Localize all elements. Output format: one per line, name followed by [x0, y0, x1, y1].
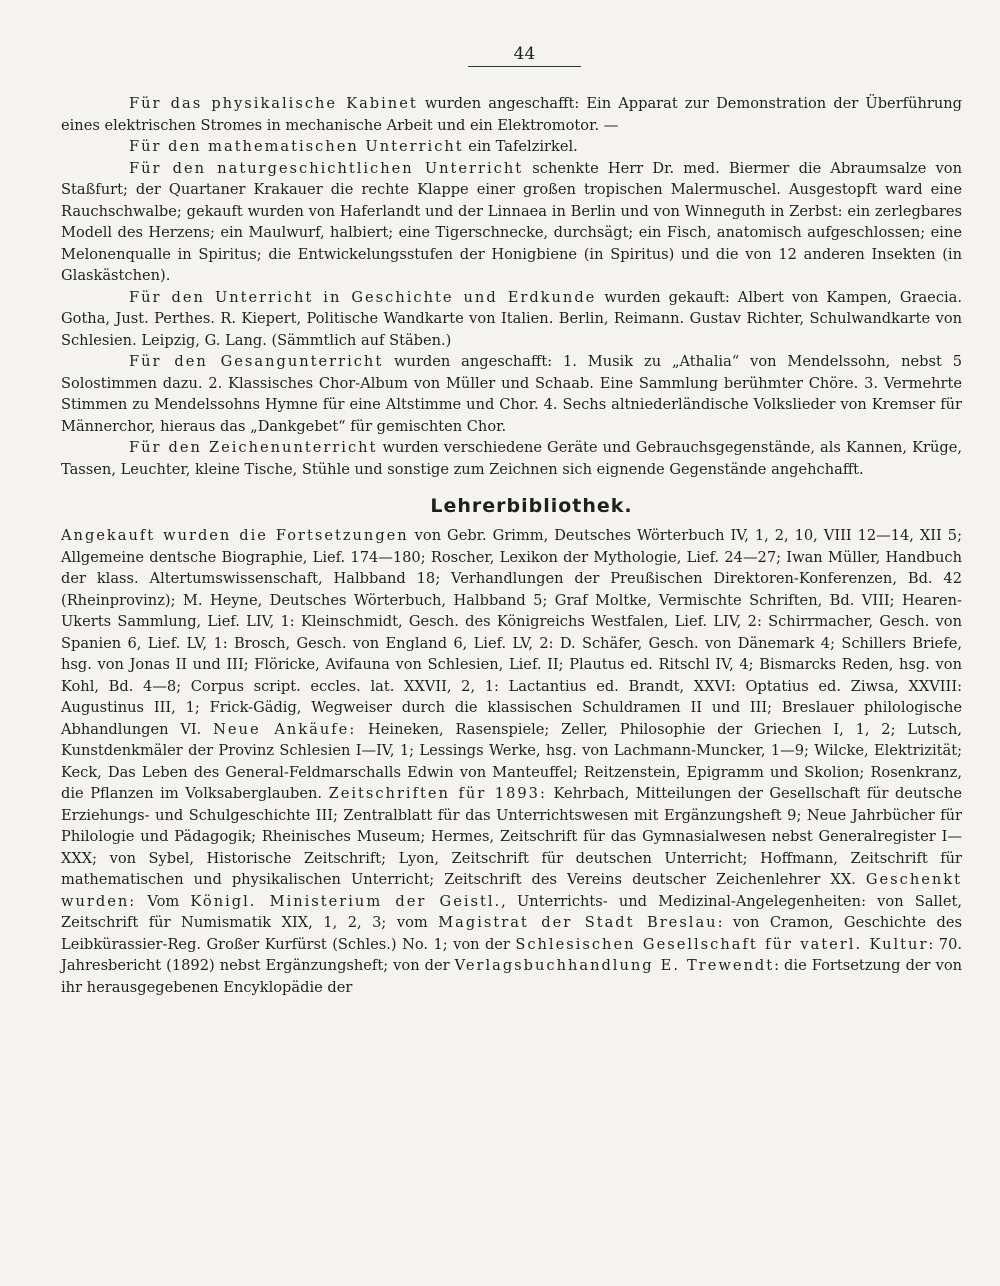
paragraph-label: Für den Zeichenunterricht [129, 439, 378, 456]
paragraph-label: Für den mathematischen Unterricht [129, 138, 464, 155]
paragraph-text: wurden angeschafft: 1. Musik zu „Athalia“ von Mendelssohn, nebst 5 Solostimmen dazu. 2. Klassisches Chor-Album von Müller und Schaab. Eine Sammlung berühmter Chöre. 3. Vermehrte Stimmen zu Mendelssohns Hymne für eine Altstimme und Chor. 4. Sechs altniederländische Volkslieder von Kremser für Männerchor, hieraus das „Dankgebet“ für gemischten Chor. [61, 353, 962, 435]
paragraph-natural-history [61, 158, 962, 287]
library-label-purchased: Angekauft wurden die Fortsetzungen [61, 527, 409, 544]
library-donor-magistrate: Magistrat der Stadt Breslau [438, 914, 718, 931]
library-text: von Gebr. Grimm, Deutsches Wörterbuch IV, 1, 2, 10, VIII 12—14, XII 5; Allgemeine dentsche Biographie, Lief. 174—180; Roscher, Lexikon der Mythologie, Lief. 24—27; Iwan Müller, Handbuch der klass. Altertumswissenschaft, Halbband 18; Verhandlungen der Preußischen Direktoren-Konferenzen, Bd. 42 (Rheinprovinz); M. Heyne, Deutsches Wörterbuch, Halbband 5; Graf Moltke, Vermischte Schriften, Bd. VIII; Hearen-Ukerts Sammlung, Lief. LIV, 1: Kleinschmidt, Gesch. des Königreichs Westfalen, Lief. LIV, 2: Schirrmacher, Gesch. von Spanien 6, Lief. LV, 1: Brosch, Gesch. von England 6, Lief. LV, 2: D. Schäfer, Gesch. von Dänemark 4; Schillers Briefe, hsg. von Jonas II und III; Flöricke, Avifauna von Schlesien, Lief. II; Plautus ed. Ritschl IV, 4; Bismarcks Reden, hsg. von Kohl, Bd. 4—8; Corpus script. eccles. lat. XXVII, 2, 1: Lactantius ed. Brandt, XXVI: Optatius ed. Ziwsa, XXVIII: Augustinus III, 1; Frick-Gädig, Wegweiser durch die klassischen Schuldramen II und III; Breslauer philologische Abhandlungen VI. [61, 527, 962, 738]
paragraph-singing [61, 351, 962, 437]
library-text: Vom [136, 892, 191, 910]
library-text: Kehrbach, Mitteilungen der Gesellschaft für deutsche Erziehungs- und Schulgeschichte III; Zentralblatt für das Unterrichtswesen mit Ergänzungsheft 9; Neue Jahrbücher für Philologie und Pädagogik; Rheinisches Museum; Hermes, Zeitschrift für das Gymnasialwesen nebst Generalregister I—XXX; von Sybel, Historische Zeitschrift; Lyon, Zeitschrift für deutschen Unterricht; Hoffmann, Zeitschrift für mathematischen und physikalischen Unterricht; Zeitschrift des Vereins deutscher Zeichenlehrer XX. [61, 785, 962, 888]
library-donor-society: Schlesischen Gesellschaft für vaterl. Kultur [515, 935, 929, 953]
paragraph-physics-cabinet [61, 93, 962, 136]
library-label-new-purchases: Neue Ankäufe: [213, 720, 357, 738]
paragraph-history-geography [61, 287, 962, 352]
page-number-text: 44 [468, 44, 582, 67]
paragraph-label: Für den naturgeschichtlichen Unterricht [129, 159, 524, 177]
library-text: : die Fortsetzung der von ihr herausgegebenen Encyklopädie der [61, 957, 963, 996]
paragraph-teacher-library [61, 525, 962, 998]
library-donor-publisher: Verlagsbuchhandlung E. Trewendt [454, 957, 775, 974]
paragraph-label: Für den Unterricht in Geschichte und Erdkunde [129, 288, 597, 306]
paragraph-label: Für den Gesangunterricht [129, 353, 384, 370]
paragraph-label: Für das physikalische Kabinet [129, 95, 418, 112]
paragraph-drawing [61, 437, 962, 480]
library-label-donated: Geschenkt wurden: [61, 871, 962, 910]
paragraph-text: wurden angeschafft: Ein Apparat zur Demonstration der Überführung eines elektrischen Stromes in mechanische Arbeit und ein Elektromotor. — [61, 95, 962, 134]
library-donor-ministry: Königl. Ministerium der Geistl. [190, 892, 502, 910]
library-text: , Unterrichts- und Medizinal-Angelegenheiten: von Sallet, Zeitschrift für Numismatik XIX, 1, 2, 3; vom [61, 892, 962, 931]
paragraph-text: wurden gekauft: Albert von Kampen, Graecia. Gotha, Just. Perthes. R. Kiepert, Politische Wandkarte von Italien. Berlin, Reimann. Gustav Richter, Schulwandkarte von Schlesien. Leipzig, G. Lang. (Sämmtlich auf Stäben.) [61, 288, 962, 349]
paragraph-text: wurden verschiedene Geräte und Gebrauchsgegenstände, als Kannen, Krüge, Tassen, Leuchter, kleine Tische, Stühle und sonstige zum Zeichnen sich eignende Gegenstände angehchafft. [61, 439, 962, 478]
library-text: Heineken, Rasenspiele; Zeller, Philosophie der Griechen I, 1, 2; Lutsch, Kunstdenkmäler der Provinz Schlesien I—IV, 1; Lessings Werke, hsg. von Lachmann-Muncker, 1—9; Wilcke, Elektrizität; Keck, Das Leben des General-Feldmarschalls Edwin von Manteuffel; Reitzenstein, Epigramm und Skolion; Rosenkranz, die Pflanzen im Volksaberglauben. [61, 720, 962, 802]
paragraph-mathematics [61, 136, 962, 158]
page-number [61, 44, 962, 67]
library-text: : 70. Jahresbericht (1892) nebst Ergänzungsheft; von der [61, 935, 962, 974]
section-heading: Lehrerbibliothek. [430, 495, 633, 517]
library-label-journals: Zeitschriften für 1893: [328, 785, 547, 802]
paragraph-text: ein Tafelzirkel. [463, 138, 578, 155]
library-text: : von Cramon, Geschichte des Leibkürassier-Reg. Großer Kurfürst (Schles.) No. 1; von der [61, 914, 962, 953]
paragraph-text: schenkte Herr Dr. med. Biermer die Abraumsalze von Staßfurt; der Quartaner Krakauer die rechte Klappe einer großen tropischen Malermuschel. Ausgestopft ward eine Rauchschwalbe; gekauft wurden von Haferlandt und der Linnaea in Berlin und von Winneguth in Zerbst: ein zerlegbares Modell des Herzens; ein Maulwurf, halbiert; eine Tigerschnecke, durchsägt; ein Fisch, anatomisch aufgeschlossen; eine Melonenqualle in Spiritus; die Entwickelungsstufen der Honigbiene (in Spiritus) und die von 12 anderen Insekten (in Glaskästchen). [61, 159, 962, 284]
